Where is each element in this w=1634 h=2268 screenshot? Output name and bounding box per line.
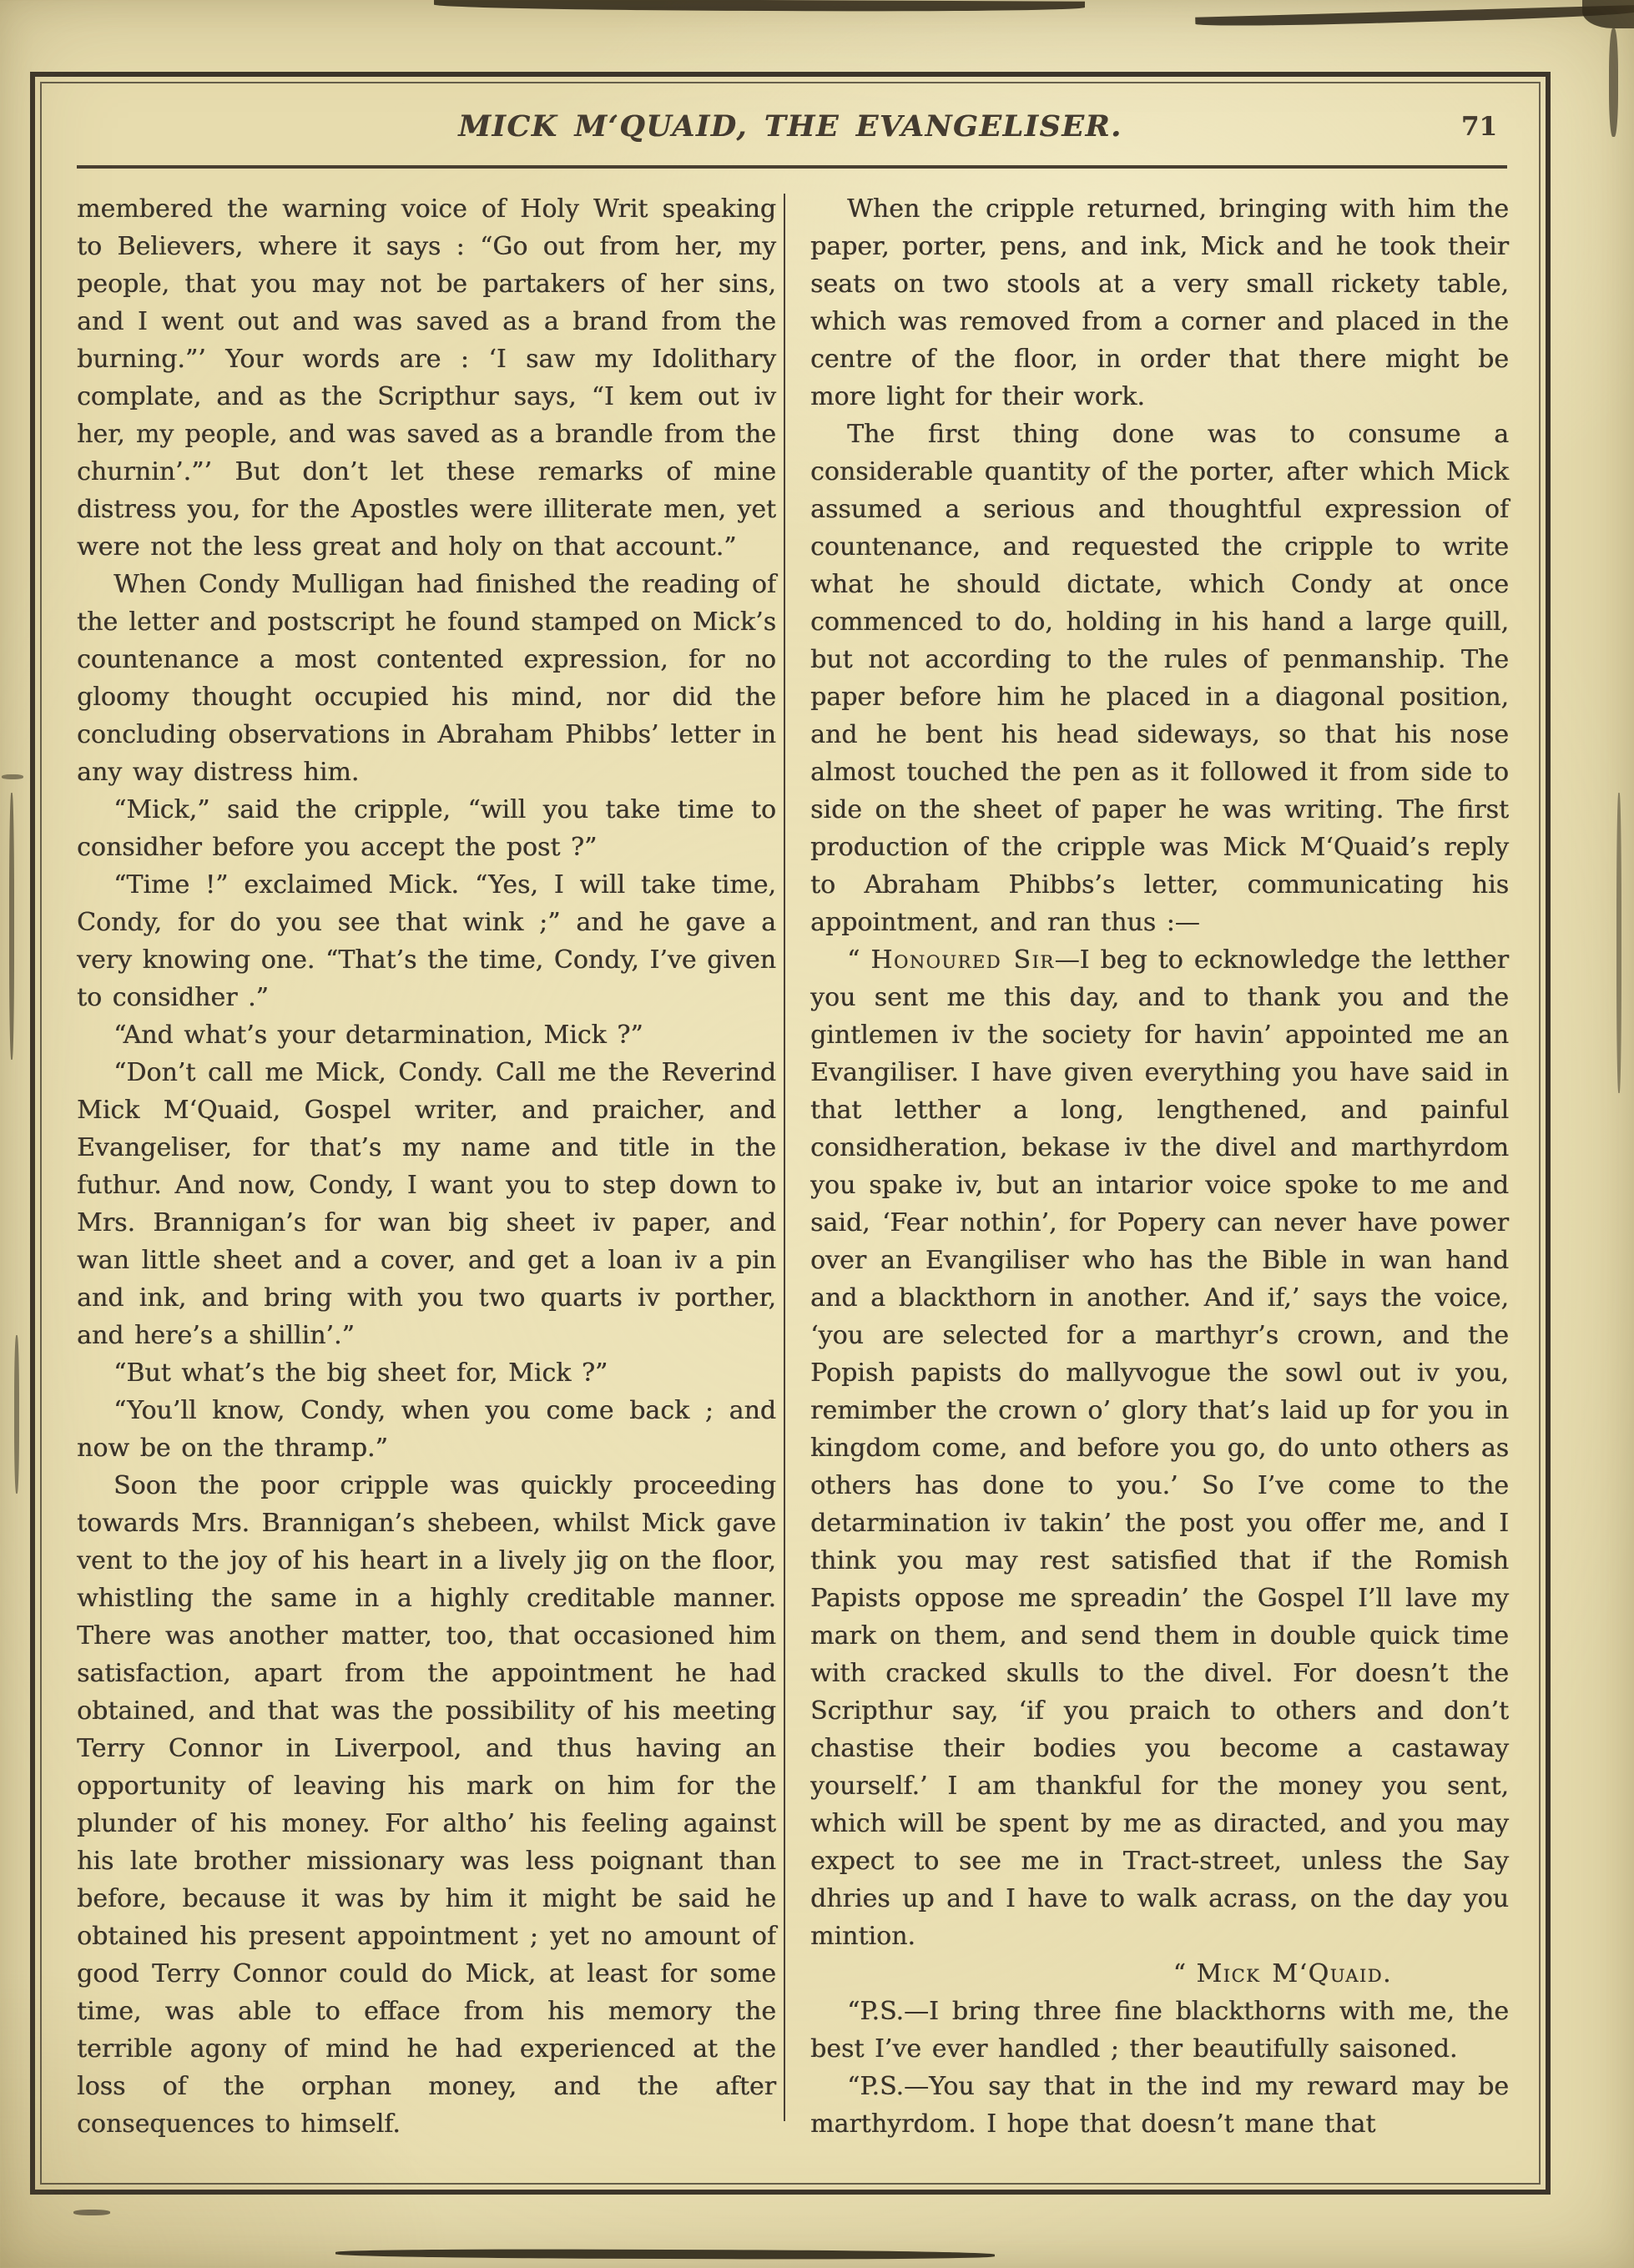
page-header: [35, 77, 1546, 159]
body-paragraph: “Don’t call me Mick, Condy. Call me the Reverind Mick M‘Quaid, Gospel writer, and praicher, and Evangeliser, for that’s my name and title in the futhur. And now, Condy, I want you to step down to Mrs. Brannigan’s for wan big sheet iv paper, and wan little sheet and a cover, and get a loan iv a pin and ink, and bring with you two quarts iv porther, and here’s a shillin’.”: [77, 1058, 776, 1350]
body-paragraph: membered the warning voice of Holy Writ speaking to Believers, where it says : “Go out from her, my people, that you may not be partakers of her sins, and I went out and was saved as a brand from the burning.”’ Your words are : ‘I saw my Idolithary complate, and as the Scripthur says, “I kem out iv her, my people, and was saved as a brandle from the churnin’.”’ But don’t let these remarks of mine distress you, for the Apostles were illiterate men, yet were not the less great and holy on that account.”: [77, 194, 776, 562]
scan-artifact-top-right-corner: [1582, 0, 1634, 28]
body-paragraph: The first thing done was to consume a considerable quantity of the porter, after which Mick assumed a serious and thoughtful expression of countenance, and requested the cripple to write what he should dictate, which Condy at once commenced to do, holding in his hand a large quill, but not according to the rules of penmanship. The paper before him he placed in a diagonal position, and he bent his head sideways, so that his nose almost touched the pen as it followed it from side to side on the sheet of paper he was writing. The first production of the cripple was Mick M‘Quaid’s reply to Abraham Phibbs’s letter, communicating his appointment, and ran thus :—: [810, 420, 1509, 937]
body-paragraph: When Condy Mulligan had finished the reading of the letter and postscript he found stamped on Mick’s countenance a most contented expression, for no gloomy thought occupied his mind, nor did the concluding observations in Abraham Phibbs’ letter in any way distress him.: [77, 570, 776, 787]
body-paragraph: “You’ll know, Condy, when you come back ; and now be on the thramp.”: [77, 1396, 776, 1463]
scan-artifact-top-streak: [434, 0, 1085, 13]
letter-salutation: Honoured Sir: [870, 945, 1055, 975]
body-paragraph: When the cripple returned, bringing with him the paper, porter, pens, and ink, Mick and he took their seats on two stools at a very small rickety table, which was removed from a corner and placed in the centre of the floor, in order that there might be more light for their work.: [810, 194, 1509, 411]
signature-name: Mick M‘Quaid.: [1196, 1959, 1392, 1988]
left-column: [77, 190, 776, 2151]
running-title: MICK M‘QUAID, THE EVANGELISER.: [458, 109, 1122, 144]
body-paragraph: “But what’s the big sheet for, Mick ?”: [113, 1358, 608, 1388]
header-rule: [77, 165, 1507, 169]
scan-artifact-bottom-dash: [73, 2210, 110, 2215]
text-columns: [35, 190, 1546, 2151]
right-column: [810, 190, 1509, 2151]
letter-paragraph: [810, 941, 1509, 1955]
column-divider-rule: [784, 194, 785, 2121]
scan-artifact-left-edge-lower: [14, 1335, 19, 1494]
postscript-paragraph: “P.S.—You say that in the ind my reward may be marthyrdom. I hope that doesn’t mane that: [810, 2072, 1509, 2139]
page-number: 71: [1460, 112, 1497, 142]
scan-artifact-right-edge-mid: [1616, 793, 1621, 1093]
signature-open-quote: “: [1173, 1959, 1197, 1988]
letter-open-quote: “: [847, 945, 871, 975]
body-paragraph: “Mick,” said the cripple, “will you take time to considher before you accept the post ?”: [77, 795, 776, 862]
scan-artifact-right-edge: [1609, 28, 1618, 137]
scan-artifact-next-page-edge: [335, 2249, 995, 2260]
letter-body: —I beg to ecknowledge the letther you sent me this day, and to thank you and the gintlemen iv the society for havin’ appointed me an Evangiliser. I have given everything you have said in that letther a long, lengthened, and painful considheration, bekase iv the divel and marthyrdom you spake iv, but an intarior voice spoke to me and said, ‘Fear nothin’, for Popery can never have power over an Evangiliser who has the Bible in wan hand and a blackthorn in another. And if,’ says the voice, ‘you are selected for a marthyr’s crown, and the Popish papists do mallyvogue the sowl out iv you, remimber the crown o’ glory that’s laid up for you in kingdom come, and before you go, do unto others as others has done to you.’ So I’ve come to the detarmination iv takin’ the post you offer me, and I think you may rest satisfied that if the Romish Papists oppose me spreadin’ the Gospel I’ll lave my mark on them, and send them in double quick time with cracked skulls to the divel. For doesn’t the Scripthur say, ‘if you praich to others and don’t chastise their bodies you become a castaway yourself.’ I am thankful for the money you sent, which will be spent by me as diracted, and you may expect to see me in Tract-street, unless the Say dhries up and I have to walk acrass, on the day you mintion.: [810, 945, 1510, 1951]
body-paragraph: “And what’s your detarmination, Mick ?”: [113, 1021, 643, 1050]
body-paragraph: “Time !” exclaimed Mick. “Yes, I will take time, Condy, for do you see that wink ;” and he gave a very knowing one. “That’s the time, Condy, I’ve given to considher .”: [77, 870, 776, 1012]
scan-artifact-top-right-band: [1195, 5, 1634, 28]
postscript-paragraph: “P.S.—I bring three fine blackthorns with me, the best I’ve ever handled ; ther beautifully saisoned.: [810, 1997, 1509, 2064]
letter-signature: [810, 1955, 1509, 1993]
scan-artifact-left-dash: [2, 774, 23, 779]
scan-artifact-left-edge: [9, 793, 14, 1060]
body-paragraph: Soon the poor cripple was quickly proceeding towards Mrs. Brannigan’s shebeen, whilst Mick gave vent to the joy of his heart in a lively jig on the floor, whistling the same in a highly creditable manner. There was another matter, too, that occasioned him satisfaction, apart from the appointment he had obtained, and that was the possibility of his meeting Terry Connor in Liverpool, and thus having an opportunity of leaving his mark on him for the plunder of his money. For altho’ his feeling against his late brother missionary was less poignant than before, because it was by him it might be said he obtained his present appointment ; yet no amount of good Terry Connor could do Mick, at least for some time, was able to efface from his memory the terrible agony of mind he had experienced at the loss of the orphan money, and the after consequences to himself.: [77, 1471, 776, 2139]
page-border-frame: [30, 72, 1551, 2195]
